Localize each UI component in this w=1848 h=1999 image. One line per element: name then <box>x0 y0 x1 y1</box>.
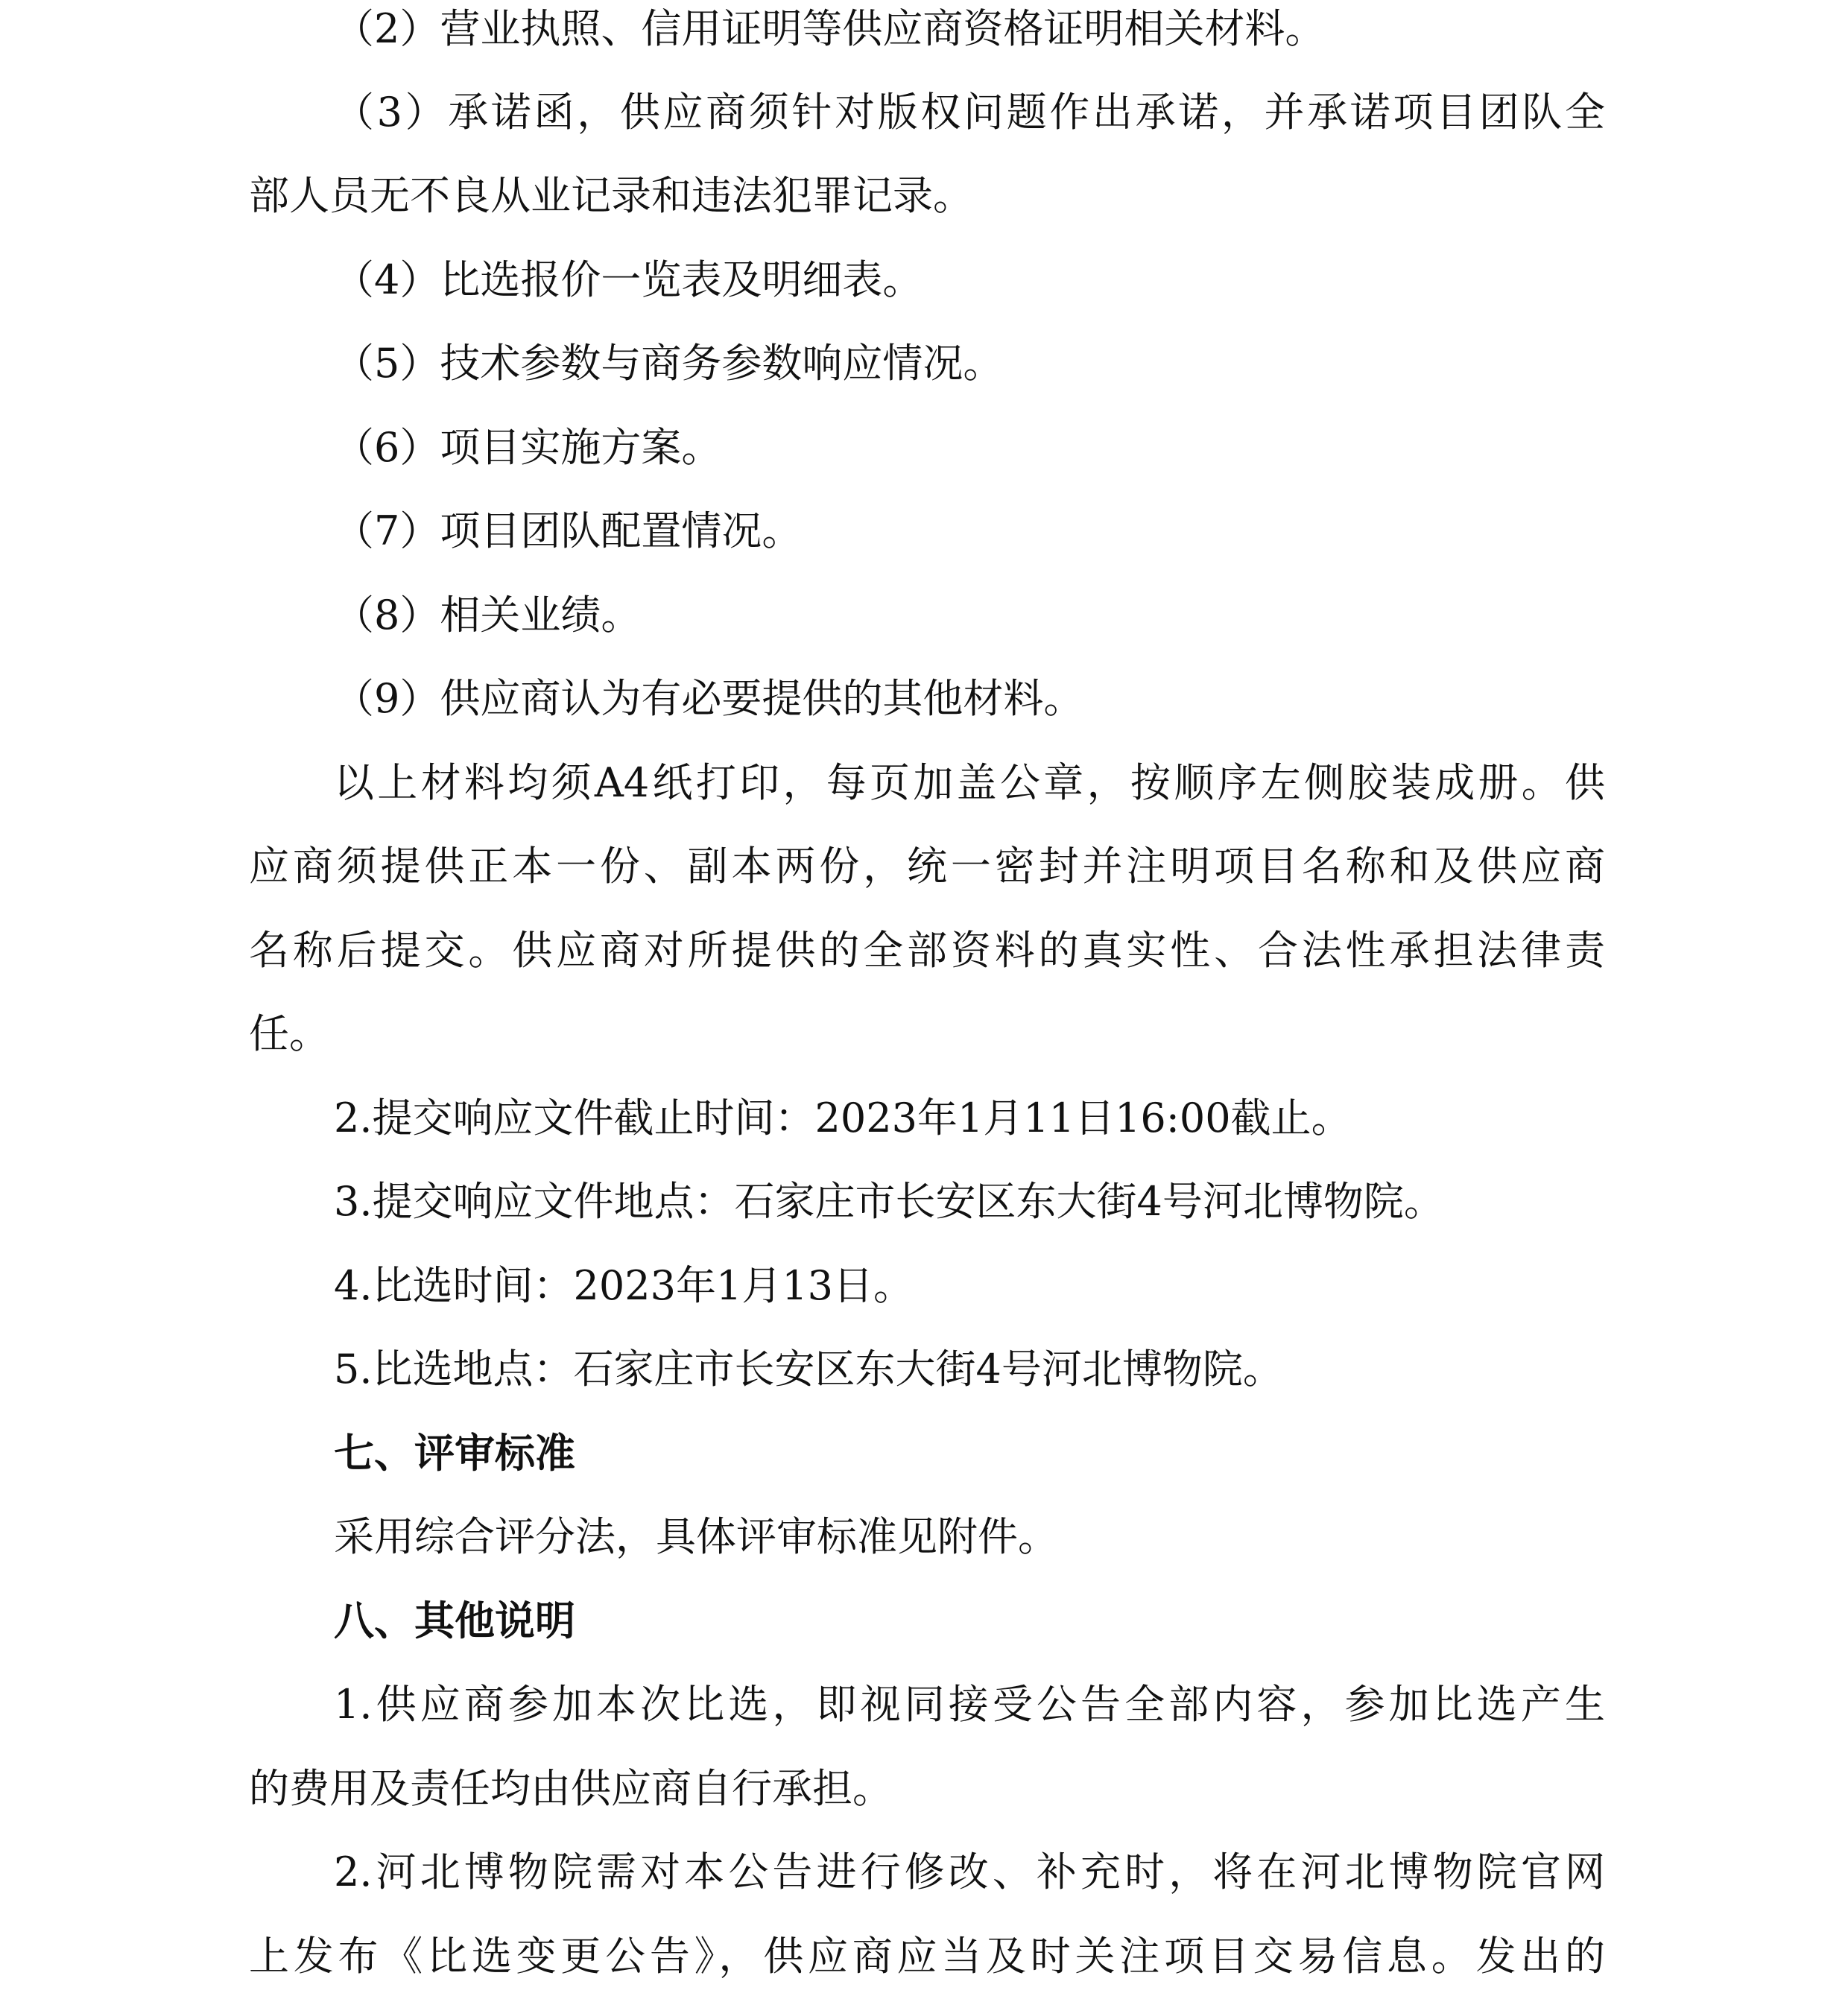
materials-paragraph-line-4: 任。 <box>249 1010 329 1057</box>
list-item-5: （5）技术参数与商务参数响应情况。 <box>334 340 1004 387</box>
selection-location: 5.比选地点：石家庄市长安区东大街4号河北博物院。 <box>334 1346 1283 1393</box>
list-item-4: （4）比选报价一览表及明细表。 <box>334 256 923 303</box>
list-item-6: （6）项目实施方案。 <box>334 424 722 471</box>
section-7-body: 采用综合评分法，具体评审标准见附件。 <box>334 1513 1058 1560</box>
submission-deadline: 2.提交响应文件截止时间：2023年1月11日16:00截止。 <box>334 1094 1352 1141</box>
section-8-heading: 八、其他说明 <box>334 1597 575 1644</box>
materials-paragraph-line-2: 应商须提供正本一份、副本两份，统一密封并注明项目名称和及供应商 <box>249 843 1605 890</box>
submission-location: 3.提交响应文件地点：石家庄市长安区东大街4号河北博物院。 <box>334 1178 1444 1225</box>
list-item-7: （7）项目团队配置情况。 <box>334 507 803 554</box>
list-item-8: （8）相关业绩。 <box>334 592 642 639</box>
section-7-heading: 七、评审标准 <box>334 1430 575 1477</box>
section-8-item-1-line-2: 的费用及责任均由供应商自行承担。 <box>249 1765 893 1812</box>
section-8-item-2-line-1: 2.河北博物院需对本公告进行修改、补充时，将在河北博物院官网 <box>334 1848 1605 1895</box>
materials-paragraph-line-3: 名称后提交。供应商对所提供的全部资料的真实性、合法性承担法律责 <box>249 927 1605 974</box>
list-item-2: （2）营业执照、信用证明等供应商资格证明相关材料。 <box>334 5 1326 52</box>
selection-time: 4.比选时间：2023年1月13日。 <box>334 1262 914 1309</box>
materials-paragraph-line-1: 以上材料均须A4纸打印，每页加盖公章，按顺序左侧胶装成册。供 <box>334 759 1605 806</box>
section-8-item-1-line-1: 1.供应商参加本次比选，即视同接受公告全部内容，参加比选产生 <box>334 1681 1605 1728</box>
section-8-item-2-line-2: 上发布《比选变更公告》，供应商应当及时关注项目交易信息。发出的 <box>249 1933 1605 1980</box>
list-item-9: （9）供应商认为有必要提供的其他材料。 <box>334 675 1084 722</box>
list-item-3-line-1: （3）承诺函，供应商须针对版权问题作出承诺，并承诺项目团队全 <box>334 89 1605 136</box>
list-item-3-line-2: 部人员无不良从业记录和违法犯罪记录。 <box>249 172 973 219</box>
